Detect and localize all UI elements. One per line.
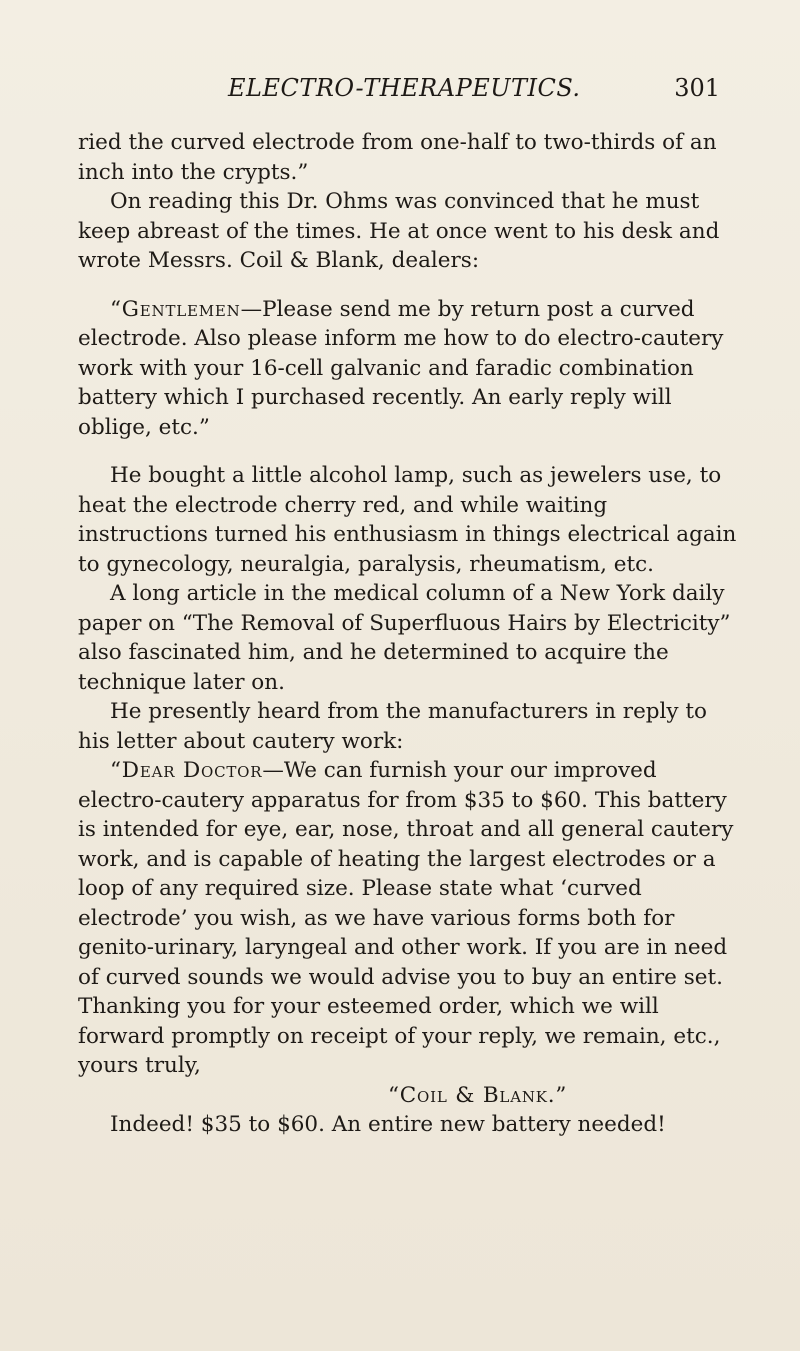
paragraph-closing: Indeed! $35 to $60. An entire new battery needed!	[110, 1112, 666, 1137]
paragraph-reply: He presently heard from the manufacturers in reply to his letter about cautery work:	[78, 699, 707, 754]
paragraph-article: A long article in the medical column of a New York daily paper on “The Removal of Superfluous Hairs by Electricity” also fascinated him, and he determined to acquire the technique later on.	[78, 581, 731, 695]
letter-from-manufacturers	[78, 756, 738, 1081]
letter-body: —Please send me by return post a curved electrode. Also please inform me how to do electro-cautery work with your 16-cell galvanic and faradic combination battery which I purchased recently. An early reply will oblige, etc.”	[78, 296, 724, 440]
letter-salutation: “Gentlemen	[110, 296, 241, 322]
page-body	[78, 128, 738, 1140]
running-head: ELECTRO-THERAPEUTICS.	[228, 74, 581, 102]
paragraph-continued: ried the curved electrode from one-half to two-thirds of an inch into the crypts.”	[78, 130, 717, 185]
letter-signature: “Coil & Blank.”	[388, 1082, 568, 1108]
page-number: 301	[674, 74, 720, 102]
paragraph-reading: On reading this Dr. Ohms was convinced that he must keep abreast of the times. He at once went to his desk and wrote Messrs. Coil & Blank, dealers:	[78, 189, 720, 273]
paragraph-lamp: He bought a little alcohol lamp, such as jewelers use, to heat the electrode cherry red, and while waiting instructions turned his enthusiasm in things electrical again to gynecology, neuralgia, paralysis, rheumatism, etc.	[78, 463, 737, 577]
reply-body: —We can furnish your our improved electro-cautery apparatus for from $35 to $60. This battery is intended for eye, ear, nose, throat and all general cautery work, and is capable of heating the largest electrodes or a loop of any required size. Please state what ‘curved electrode’ you wish, as we have various forms both for genito-urinary, laryngeal and other work. If you are in need of curved sounds we would advise you to buy an entire set. Thanking you for your esteemed order, which we will forward promptly on receipt of your reply, we remain, etc., yours truly,	[78, 758, 734, 1078]
letter-to-dealers	[78, 295, 738, 443]
reply-salutation: “Dear Doctor	[110, 758, 263, 783]
page-header	[78, 74, 720, 114]
